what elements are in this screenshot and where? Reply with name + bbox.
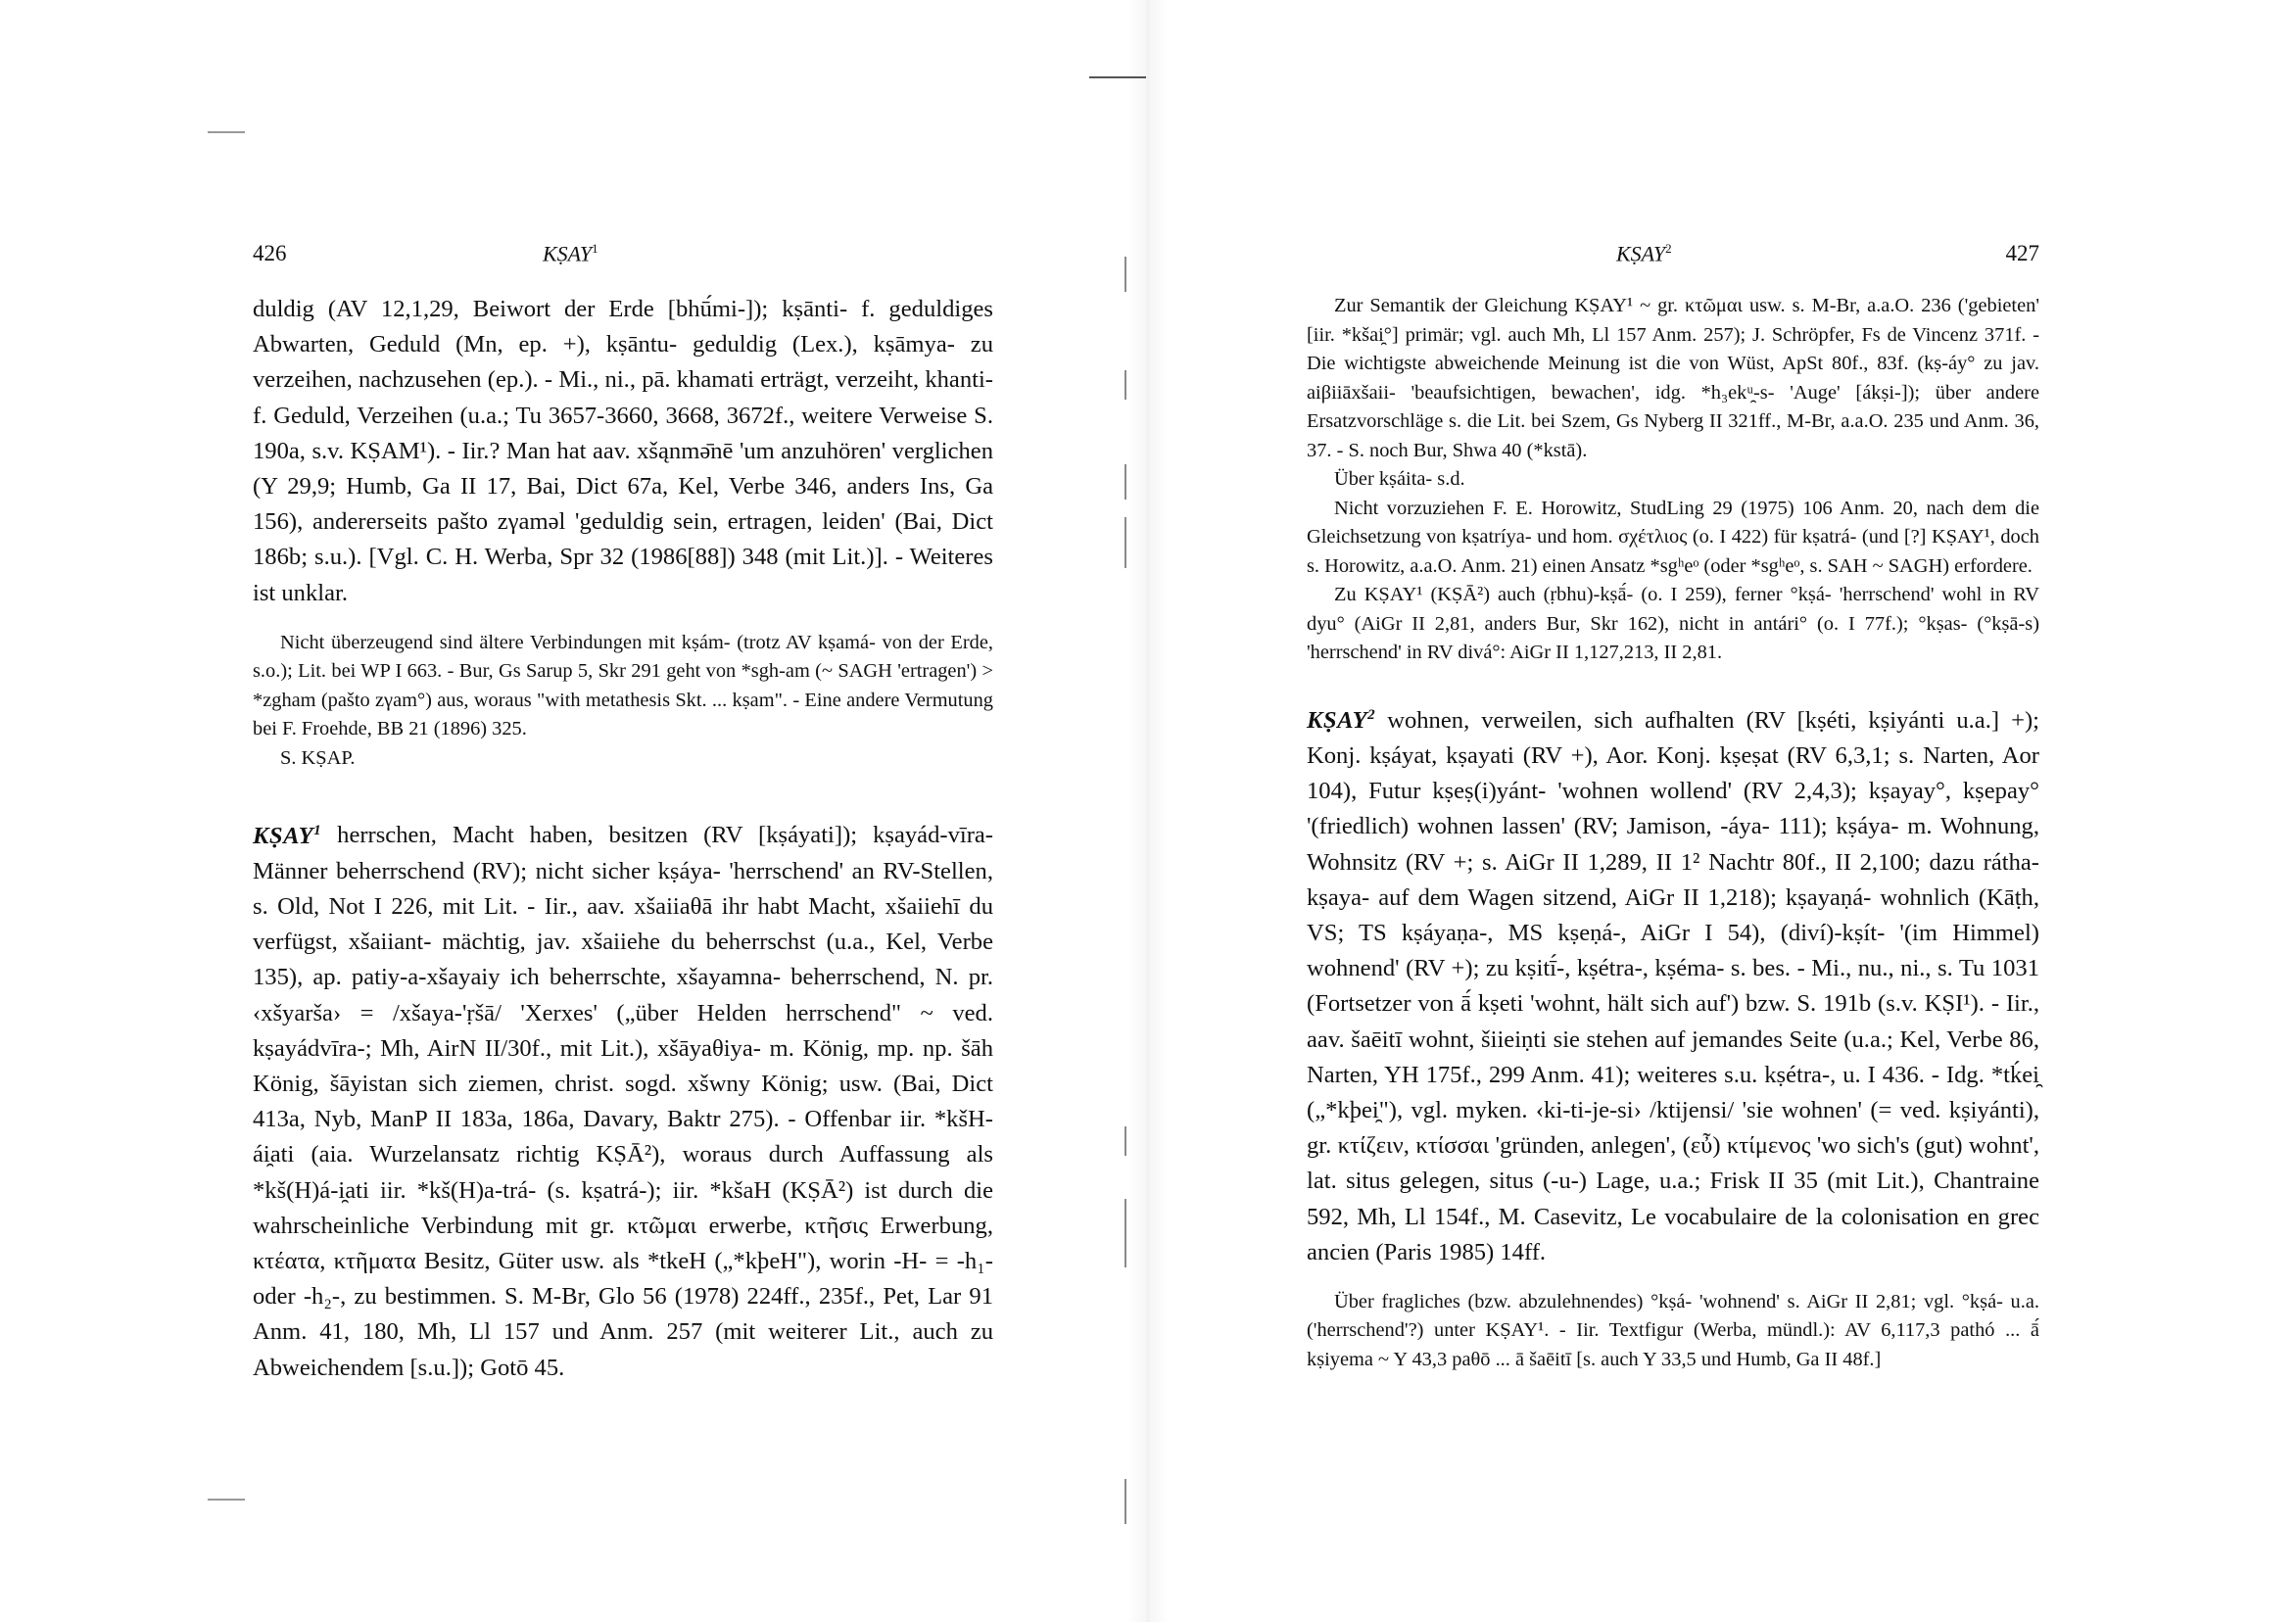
left-note-block <box>253 629 993 774</box>
right-running-head-title: KṢAY$^2$ <box>1616 241 1672 266</box>
right-running-head <box>1307 235 2039 274</box>
gutter-mark-7 <box>1124 1479 1126 1524</box>
entry-kshay-1-lemma: KṢAY$^1$ <box>253 822 322 849</box>
left-running-head-title: KṢAY$^1$ <box>543 241 598 266</box>
gutter-mark-5 <box>1124 1126 1126 1156</box>
right-page <box>1307 235 2039 1374</box>
entry-kshay-2-paragraph <box>1307 697 2039 1270</box>
left-running-head <box>253 235 993 274</box>
entry-kshay-1-text: herrschen, Macht haben, besitzen (RV [kṣáyati]); kṣayád-vīra- Männer beherrschend (RV); nicht sicher kṣáya- 'herrschend' an RV-Stellen, s. Old, Not I 226, mit Lit. - Iir., aav. xšaiiaθā ihr habt Macht, xšaiiehī du verfügst, xšaiiant- mächtig, jav. xšaiiehe du beherrschst (u.a., Kel, Verbe 135), ap. patiy-a-xšayaiy ich beherrschte, xšayamna- beherrschend, N. pr. ‹xšyarša› = /xšaya-'ṛšā/ 'Xerxes' („über Helden herrschend" ~ ved. kṣayádvīra-; Mh, AirN II/30f., mit Lit.), xšāyaθiya- m. König, mp. np. šāh König, šāyistan sich ziemen, christ. sogd. xšwny König; usw. (Bai, Dict 413a, Nyb, ManP II 183a, 186a, Davary, Baktr 275). - Offenbar iir. *kšH-ái̯ati (aia. Wurzelansatz richtig KṢĀ²), woraus durch Auffassung als *kš(H)á-i̯ati iir. *kš(H)a-trá- (s. kṣatrá-); iir. *kšaH (KṢĀ²) ist durch die wahrscheinliche Verbindung mit gr. κτῶμαι erwerbe, κτῆσις Erwerbung, κτέατα, κτῆματα Besitz, Güter usw. als *tkeH („*kþeH"), worin -H- = -h₁- oder -h₂-, zu bestimmen. S. M-Br, Glo 56 (1978) 224ff., 235f., Pet, Lar 91 Anm. 41, 180, Mh, Ll 157 und Anm. 257 (mit weiterer Lit., auch zu Abweichendem [s.u.]); Gotō 45. <box>253 822 993 1381</box>
left-continuation-text <box>253 292 993 611</box>
entry-kshay-1-paragraph <box>253 812 993 1385</box>
left-note-1: Nicht überzeugend sind ältere Verbindungen mit kṣám- (trotz AV kṣamá- von der Erde, s.o.); Lit. bei WP I 663. - Bur, Gs Sarup 5, Skr 291 geht von *sgh-am (~ SAGH 'ertragen') > *zgham (pašto zγam°) aus, woraus "with metathesis Skt. ... kṣam". - Eine andere Vermutung bei F. Froehde, BB 21 (1896) 325. <box>253 631 993 740</box>
book-gutter <box>1128 0 1168 1622</box>
gutter-mark-6 <box>1124 1199 1126 1267</box>
right-note-5: Über fragliches (bzw. abzulehnendes) °kṣá- 'wohnend' s. AiGr II 2,81; vgl. °kṣá- u.a. ('herrschend'?) unter KṢAY¹. - Iir. Textfigur (Werba, mündl.): AV 6,117,3 pathó ... ā́ kṣiyema ~ Y 43,3 paθō ... ā šaēitī [s. auch Y 33,5 und Humb, Ga II 48f.] <box>1307 1290 2039 1370</box>
entry-kshay-2 <box>1307 697 2039 1270</box>
right-note-4: Zu KṢAY¹ (KṢĀ²) auch (ṛbhu)-kṣā́- (o. I 259), ferner °kṣá- 'herrschend' wohl in RV dyu° (AiGr II 2,81, anders Bur, Skr 162), nicht in antári° (o. I 77f.); °kṣas- (°kṣā-s) 'herrschend' in RV divá°: AiGr II 1,127,213, II 2,81. <box>1307 584 2039 663</box>
right-note-3: Nicht vorzuziehen F. E. Horowitz, StudLing 29 (1975) 106 Anm. 20, nach dem die Gleichsetzung von kṣatríya- und hom. σχέτλιος (o. I 422) für kṣatrá- (und [?] KṢAY¹, doch s. Horowitz, a.a.O. Anm. 21) einen Ansatz *sgʰeᵒ (oder *sgʰeᵒ, s. SAH ~ SAGH) erfordere. <box>1307 497 2039 577</box>
right-page-number: 427 <box>2005 241 2039 265</box>
scan-mark-top-left <box>208 131 245 133</box>
entry-kshay-1 <box>253 812 993 1385</box>
right-note-block-top <box>1307 292 2039 668</box>
gutter-mark-4 <box>1124 517 1126 568</box>
right-note-block-bottom <box>1307 1288 2039 1375</box>
entry-kshay-2-text: wohnen, verweilen, sich aufhalten (RV [kṣéti, kṣiyánti u.a.] +); Konj. kṣáyat, kṣayati (RV +), Aor. Konj. kṣeṣat (RV 6,3,1; s. Narten, Aor 104), Futur kṣeṣ(i)yánt- 'wohnen wollend' (RV 2,4,3); kṣayay°, kṣepay° '(friedlich) wohnen lassen' (RV; Jamison, -áya- 111); kṣáya- m. Wohnung, Wohnsitz (RV +; s. AiGr II 1,289, II 1² Nachtr 80f., II 2,100; dazu rátha-kṣaya- auf dem Wagen sitzend, AiGr II 1,218); kṣayaṇá- wohnlich (Kāṭh, VS; TS kṣáyaṇa-, MS kṣeṇá-, AiGr I 54), (diví)-kṣít- '(im Himmel) wohnend' (RV +); zu kṣitī́-, kṣétra-, kṣéma- s. bes. - Mi., nu., ni., s. Tu 1031 (Fortsetzer von ā́ kṣeti 'wohnt, hält sich auf') bzw. S. 191b (s.v. KṢI¹). - Iir., aav. šaēitī wohnt, šiieiṇti sie stehen auf jemandes Seite (u.a.; Kel, Verbe 86, Narten, YH 175f., 299 Anm. 41); weiteres s.u. kṣétra-, u. I 436. - Idg. *tḱei̯ („*kþei̯"), vgl. myken. ‹ki-ti-je-si› /ktijensi/ 'sie wohnen' (= ved. kṣiyánti), gr. κτίζειν, κτίσσαι 'gründen, anlegen', (εὖ) κτίμενος 'wo sich's (gut) wohnt', lat. situs gelegen, situs (-u-) Lage, u.a.; Frisk II 35 (mit Lit.), Chantraine 592, Mh, Ll 154f., M. Casevitz, Le vocabulaire de la colonisation en grec ancien (Paris 1985) 14ff. <box>1307 706 2039 1265</box>
right-note-1: Zur Semantik der Gleichung KṢAY¹ ~ gr. κτῶμαι usw. s. M-Br, a.a.O. 236 ('gebieten' [iir. *kšai̯°] primär; vgl. auch Mh, Ll 157 Anm. 257); J. Schröpfer, Fs de Vincenz 371f. - Die wichtigste abweichende Meinung ist die von Wüst, ApSt 80f., 83f. (kṣ-áy° zu jav. aiβiiāxšaii- 'beaufsichtigen, bewachen', idg. *h₃ekᵘ̯-s- 'Auge' [ákṣi-]); über andere Ersatzvorschläge s. die Lit. bei Szem, Gs Nyberg II 321ff., M-Br, a.a.O. 235 und Anm. 36, 37. - S. noch Bur, Shwa 40 (*kstā). <box>1307 295 2039 461</box>
left-continuation-paragraph: duldig (AV 12,1,29, Beiwort der Erde [bhū́mi-]); kṣānti- f. geduldiges Abwarten, Geduld (Mn, ep. +), kṣāntu- geduldig (Lex.), kṣāmya- zu verzeihen, nachzusehen (ep.). - Mi., ni., pā. khamati erträgt, verzeiht, khanti- f. Geduld, Verzeihen (u.a.; Tu 3657-3660, 3668, 3672f., weitere Verweise S. 190a, s.v. KṢAM¹). - Iir.? Man hat aav. xšąnmə̄nē 'um anzuhören' verglichen (Y 29,9; Humb, Ga II 17, Bai, Dict 67a, Kel, Verbe 346, anders Ins, Ga 156), andererseits pašto zγaməl 'geduldig sein, ertragen, leiden' (Bai, Dict 186b; s.u.). [Vgl. C. H. Werba, Spr 32 (1986[88]) 348 (mit Lit.)]. - Weiteres ist unklar. <box>253 296 993 606</box>
gutter-mark-3 <box>1124 464 1126 500</box>
entry-kshay-2-lemma: KṢAY$^2$ <box>1307 706 1376 734</box>
scan-mark-bottom-left <box>208 1499 245 1501</box>
left-page-number: 426 <box>253 241 287 265</box>
left-page <box>253 235 993 1386</box>
gutter-mark-1 <box>1124 257 1126 292</box>
left-note-2: S. KṢAP. <box>280 746 356 769</box>
gutter-mark-2 <box>1124 370 1126 400</box>
right-note-2: Über kṣáita- s.d. <box>1334 468 1465 490</box>
